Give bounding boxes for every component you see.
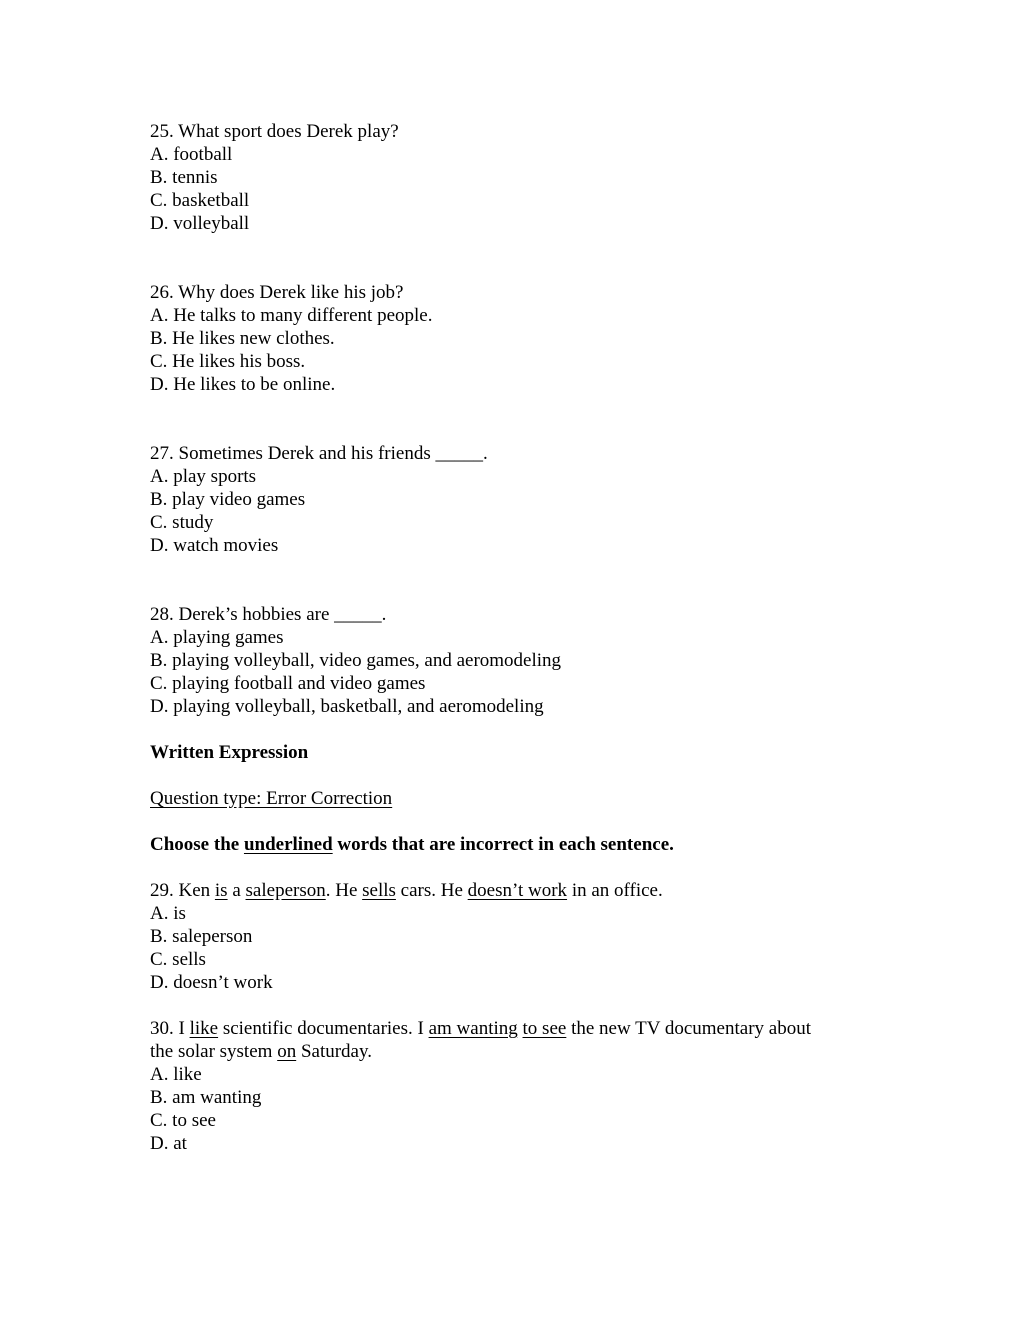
option-a: A. playing games [150,627,284,648]
option-b: B. play video games [150,489,306,510]
option-c: C. study [150,512,214,533]
question-type: Question type: Error Correction [150,788,393,809]
text: Saturday. [296,1041,372,1062]
instruction-text: words that are incorrect in each sentence. [332,834,674,855]
option-b: B. am wanting [150,1087,262,1108]
question-text: 28. Derek’s hobbies are _____. [150,604,387,625]
option-c: C. to see [150,1110,216,1131]
option-d: D. at [150,1133,187,1154]
question-text: 25. What sport does Derek play? [150,121,399,142]
option-b: B. playing volleyball, video games, and aeromodeling [150,650,562,671]
text: a [227,880,246,901]
option-c: C. basketball [150,190,250,211]
underlined-word: am wanting [428,1018,518,1039]
question-28 [150,603,561,718]
option-d: D. volleyball [150,213,250,234]
underlined-word: saleperson [245,880,326,901]
underlined-word: to see [522,1018,567,1039]
underlined-word: doesn’t work [467,880,568,901]
text: the new TV documentary about [566,1018,811,1039]
question-text [150,879,663,902]
instruction-text: Choose the [150,834,244,855]
option-a: A. He talks to many different people. [150,305,433,326]
text: cars. He [395,880,468,901]
text: scientific documentaries. I [218,1018,429,1039]
option-d: D. doesn’t work [150,972,273,993]
underlined-word: is [214,880,228,901]
option-b: B. He likes new clothes. [150,328,335,349]
option-d: D. playing volleyball, basketball, and aeromodeling [150,696,544,717]
option-d: D. watch movies [150,535,279,556]
question-text: 26. Why does Derek like his job? [150,282,404,303]
text: the solar system [150,1041,278,1062]
text: 29. Ken [150,880,215,901]
option-a: A. play sports [150,466,257,487]
question-29 [150,879,663,994]
instruction [150,833,674,856]
text: . He [325,880,363,901]
question-27 [150,442,488,557]
question-text [150,1017,811,1063]
option-d: D. He likes to be online. [150,374,336,395]
option-c: C. playing football and video games [150,673,426,694]
instruction-underlined: underlined [243,834,333,855]
question-25 [150,120,399,235]
option-c: C. He likes his boss. [150,351,306,372]
option-c: C. sells [150,949,206,970]
section-title: Written Expression [150,742,309,763]
underlined-word: on [277,1041,297,1062]
option-b: B. tennis [150,167,218,188]
question-text: 27. Sometimes Derek and his friends _____. [150,443,488,464]
underlined-word: like [189,1018,219,1039]
option-a: A. is [150,903,186,924]
option-a: A. like [150,1064,202,1085]
question-26 [150,281,432,396]
underlined-word: sells [362,880,396,901]
text: 30. I [150,1018,190,1039]
option-a: A. football [150,144,233,165]
text: in an office. [567,880,663,901]
option-b: B. saleperson [150,926,253,947]
question-30 [150,1017,811,1155]
